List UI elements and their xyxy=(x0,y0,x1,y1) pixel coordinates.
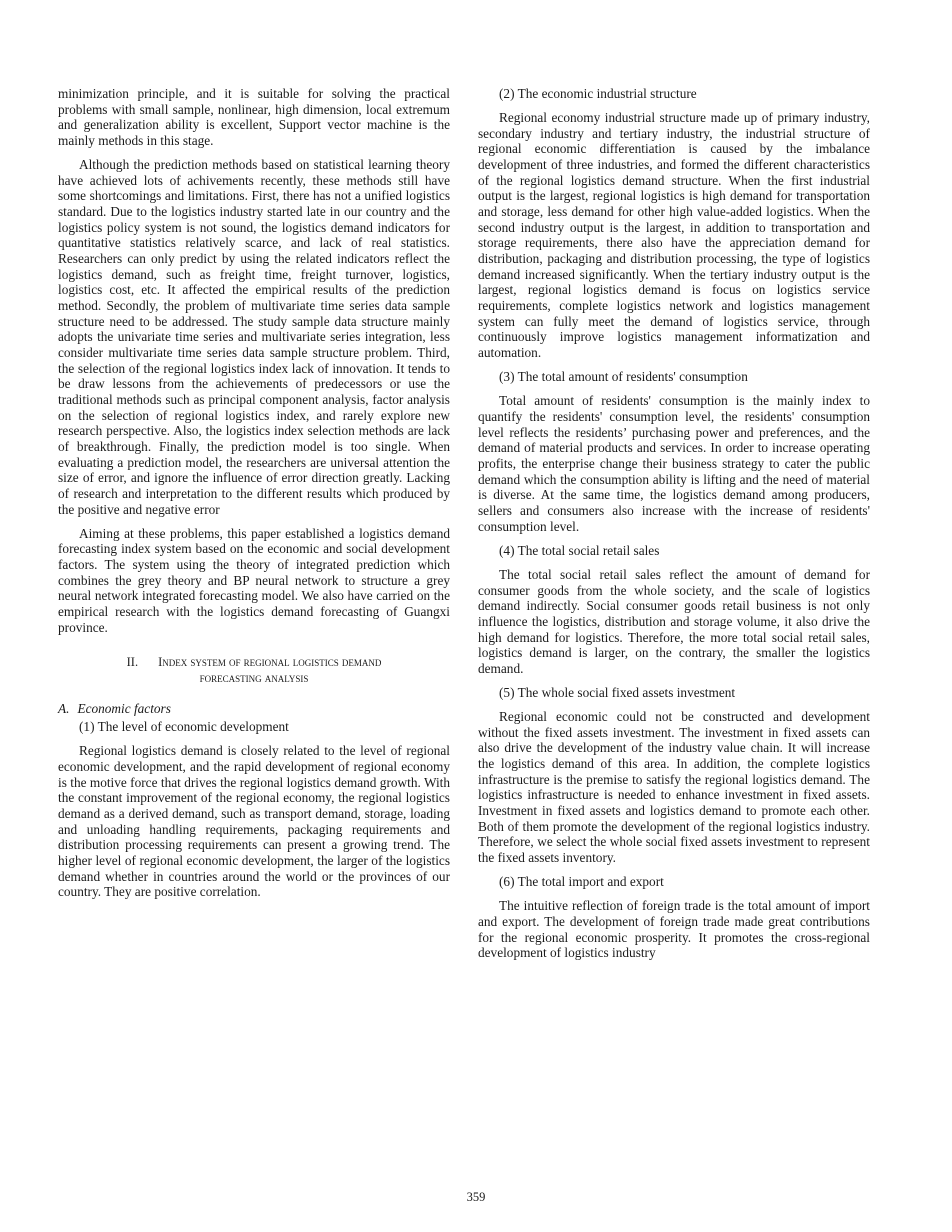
item-heading: (5) The whole social fixed assets investment xyxy=(499,684,736,700)
section-title-line2: forecasting analysis xyxy=(199,670,309,685)
section-heading xyxy=(58,655,450,686)
aim-paragraph: Aiming at these problems, this paper established a logistics demand forecasting index system based on the economic and social development factors. The system using the theory of integrated prediction which combines the grey theory and BP neural network to structure a grey neural network integrated forecasting model. We also have carried on the empirical research with the logistics demand forecasting of Guangxi province. xyxy=(58,525,450,635)
item-heading: (3) The total amount of residents' consumption xyxy=(499,369,748,385)
limitations-paragraph: Although the prediction methods based on statistical learning theory have achieved lots of achivements recently, these methods still have some shortcomings and limitations. First, there has not a unified logistics standard. Due to the logistics industry started late in our country and the logistics policy system is not sound, the logistics demand indicators for quantitative statistics relatively scarce, and lack of real statistics. Researchers can only predict by using the related indicators reflect the logistics demand, such as freight time, freight turnover, logistics, logistics cost, etc. It affected the empirical results of the prediction method. Secondly, the problem of multivariate time series data sample structure need to be addressed. The study sample data structure mainly adopts the univariate time series and multivariate series integration, less consider multivariate time series data sample structure problem. Third, the selection of the regional logistics index lack of innovation. It tends to be draw lessons from the achievements of predecessors or use the traditional methods such as principal component analysis, factor analysis on the selection of regional logistics index, and rarely explore new research perspective. Also, the logistics index selection methods are lack of breakthrough. Finally, the prediction model is too single. When evaluating a prediction model, the researchers are universal attention the size of error, and ignore the influence of error direction greatly. Lacking of research and interpretation to the different results which produced by the positive and negative error xyxy=(58,157,450,517)
page-number: 359 xyxy=(466,1190,486,1204)
item-heading: (2) The economic industrial structure xyxy=(499,86,697,101)
item-paragraph: Regional logistics demand is closely related to the level of regional economic development, and the rapid development of regional economy is the motive force that drives the regional logistics demand growth. With the constant improvement of the regional economy, the regional logistics demand as a derived demand, such as transport demand, storage, loading and unloading handling requirements, packaging requirements and distribution processing requirements can present a growing trend. The higher level of regional economic development, the larger of the logistics demand whether in countries around the world or the provinces of our country. They are positive correlation. xyxy=(58,743,450,900)
subsection-title: Economic factors xyxy=(77,700,171,716)
item-paragraph: Regional economy industrial structure made up of primary industry, secondary industry and tertiary industry, the industrial structure of regional economic differentiation is caused by the imbalance development of three industries, and formed the different characteristics of the regional logistics demand structure. When the first industrial output is the largest, regional logistics is high demand for transportation and storage, less demand for other high value-added logistics. When the second industry output is the largest, in addition to transportation and storage requirements, there also have the appreciation demand for distribution, packaging and distribution processing, the type of logistics demand increased significantly. When the tertiary industry output is the largest, regional logistics demand is focus on logistics service requirements, complete logistics network and logistics management system can fully meet the demand of logistics service, through continuously improve logistics management informatization and automation. xyxy=(478,110,870,360)
left-column xyxy=(58,86,450,908)
section-title-line1: Index system of regional logistics demand xyxy=(158,655,382,670)
item-paragraph: The intuitive reflection of foreign trade is the total amount of import and export. The development of foreign trade made great contributions for the regional economic prosperity. It promotes the cross-regional development of logistics industry xyxy=(478,898,870,961)
subsection-letter: A. xyxy=(58,700,70,716)
item-paragraph: The total social retail sales reflect the amount of demand for consumer goods from the whole society, and the scale of logistics demand indirectly. Social consumer goods retail business is not only influence the logistics, distribution and storage volume, it also drive the high demand for logistics. Therefore, the more total social retail sales, logistics demand is larger, on the contrary, the smaller the logistics demand. xyxy=(478,566,870,676)
continued-paragraph: minimization principle, and it is suitable for solving the practical problems with small sample, nonlinear, high dimension, local extremum and generalization ability is excellent, Support vector machine is the mainly methods in this stage. xyxy=(58,86,450,148)
item-heading: (6) The total import and export xyxy=(499,874,664,890)
right-column xyxy=(478,86,870,969)
item-paragraph: Regional economic could not be constructed and development without the fixed assets investment. The investment in fixed assets can also drive the development of the industry value chain. It will increase the logistics demand of this area. In addition, the complete logistics infrastructure is the premise to satisfy the regional logistics demand. The logistics infrastructure is needed to enhance investment in fixed assets. Investment in fixed assets and logistics demand to promote each other. Both of them promote the development of the regional logistics industry. Therefore, we select the whole social fixed assets investment to represent the fixed assets inventory. xyxy=(478,709,870,866)
item-heading: (1) The level of economic development xyxy=(79,719,289,735)
section-number: II. xyxy=(126,655,139,670)
subsection-heading xyxy=(58,701,450,717)
item-paragraph: Total amount of residents' consumption is the mainly index to quantify the residents' consumption level, the residents' consumption level reflects the residents’ purchasing power and preferences, and the demand of material products and services. In order to increase operating profits, the enterprise change their business strategy to cater the public demand which the consumption ability is lifting and the need of material is diverse. At the same time, the logistics demand among producers, sellers and consumers also increase with the increase of residents' consumption level. xyxy=(478,393,870,534)
item-heading: (4) The total social retail sales xyxy=(499,542,660,558)
